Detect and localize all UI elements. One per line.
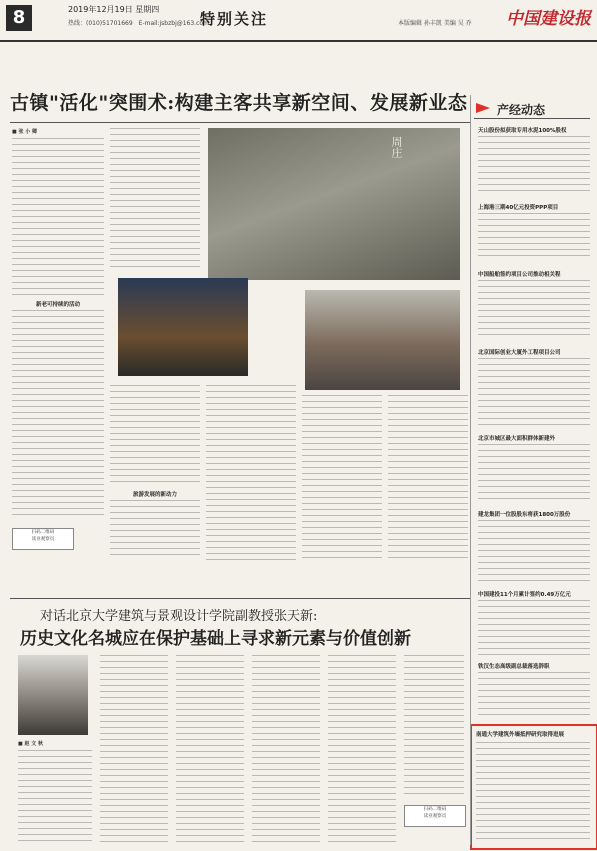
feature-subhead-1: 新老可持续的活动	[35, 302, 80, 308]
old-street-photo	[305, 290, 460, 390]
sidebar-item-body	[478, 136, 590, 196]
interview-body-column	[18, 750, 92, 842]
sidebar-rule	[474, 118, 590, 119]
sidebar-item-heading: 铁汉生态高级副总裁落选辞职	[478, 664, 550, 670]
newspaper-logo: 中国建设报	[506, 9, 591, 29]
interview-kicker: 对话北京大学建筑与景观设计学院副教授张天新:	[40, 609, 318, 624]
interview-headline: 历史文化名城应在保护基础上寻求新元素与价值创新	[20, 629, 411, 649]
sidebar-item-body	[478, 672, 590, 720]
arrow-icon	[476, 103, 490, 113]
sidebar-item-body	[478, 213, 590, 261]
interview-body-column	[328, 655, 396, 843]
sidebar-item-heading: 天山股份拟获取专用水泥100%股权	[478, 128, 567, 134]
photo-caption: 周庄	[390, 136, 403, 158]
feature-body-column	[388, 395, 468, 560]
feature-body-column	[110, 500, 200, 560]
sidebar-item-body	[478, 600, 590, 655]
issue-date: 2019年12月19日 星期四	[68, 5, 160, 14]
feature-subhead-2: 旅游发展的新动力	[132, 492, 177, 498]
sidebar-item-body	[478, 358, 590, 426]
page-number: 8	[6, 5, 32, 31]
qr-code-box: 扫码二维码 读业观察员	[404, 805, 466, 827]
feature-body-column	[206, 385, 296, 560]
interview-body-column	[100, 655, 168, 843]
column-divider	[470, 95, 471, 845]
headline-rule	[10, 122, 470, 123]
feature-photo-zhouzhuang	[208, 128, 460, 280]
sidebar-item-heading: 南通大学建筑外墙抵押研究取得进展	[476, 732, 565, 738]
sidebar-item-heading: 北京国际创业大厦外工程项目公司	[478, 350, 561, 356]
sidebar-item-body	[476, 742, 590, 840]
sidebar-item-heading: 中国建投11个月累计签约0.49万亿元	[478, 592, 571, 598]
interview-body-column	[176, 655, 244, 843]
feature-body-column	[12, 138, 104, 298]
section-rule	[10, 598, 470, 599]
sidebar-item-heading: 上海港三期40亿元投资PPP项目	[478, 205, 559, 211]
sidebar-item-body	[478, 520, 590, 582]
qr-code-box: 扫码二维码 读业观察员	[12, 528, 74, 550]
contact-info: 热线：(010)51701669 E-mail:jsbzbj@163.com	[68, 20, 209, 27]
feature-body-column	[302, 395, 382, 560]
editors-credit: 本版编辑 孙丰凯 美编 吴 乔	[398, 20, 472, 27]
sidebar-item-heading: 中国船舶签约项目公司推动相关程	[478, 272, 561, 278]
feature-body-column	[12, 310, 104, 520]
sidebar-item-body	[478, 444, 590, 502]
night-water-town-photo	[118, 278, 248, 376]
interview-body-column	[404, 655, 464, 795]
interview-body-column	[252, 655, 320, 843]
sidebar-item-heading: 建龙集团一位股股东将获1800万股份	[478, 512, 571, 518]
feature-headline: 古镇"活化"突围术:构建主客共享新空间、发展新业态	[10, 92, 468, 114]
sidebar-item-heading: 北京市城区最大面积群体新建外	[478, 436, 556, 442]
sidebar-item-body	[478, 280, 590, 340]
interview-author: ■ 赵 文 秋	[18, 741, 43, 747]
interviewee-portrait	[18, 655, 88, 735]
sidebar-title: 产经动态	[497, 103, 546, 117]
feature-body-column	[110, 385, 200, 485]
feature-author: ■ 张 小 卿	[12, 129, 37, 135]
section-title: 特别关注	[200, 10, 269, 28]
feature-body-column	[110, 128, 200, 268]
